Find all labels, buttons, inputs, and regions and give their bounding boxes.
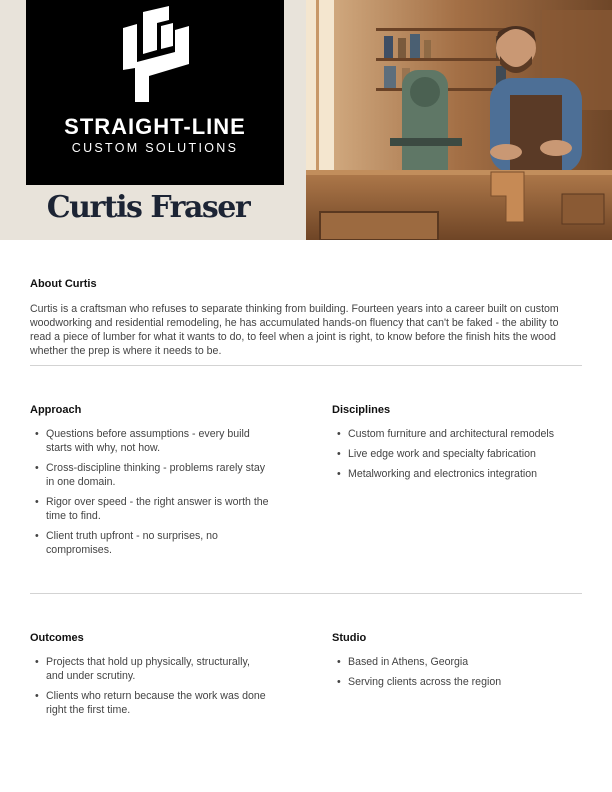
about-body: Curtis is a craftsman who refuses to separate thinking from building. Fourteen years into a career built on custom woodworking and residential remodeling, he has accumulated hands-on fluency that can't be faked - the ability to read a piece of lumber for what it wants to do, to feel when a joint is right, to know before the finish hits the wood whether the prep is where it needs to be. (30, 303, 559, 357)
list-item: • Based in Athens, Georgia (332, 655, 582, 669)
approach-title: Approach (30, 404, 82, 416)
outcomes-title: Outcomes (30, 632, 84, 644)
approach-list (30, 427, 270, 563)
divider (30, 593, 582, 594)
header-banner (0, 0, 612, 240)
logo-tagline-text: CUSTOM SOLUTIONS (71, 141, 239, 155)
list-item: • Cross-discipline thinking - problems rarely stay in one domain. (30, 461, 270, 489)
divider (30, 365, 582, 366)
list-item: • Metalworking and electronics integration (332, 467, 582, 481)
list-item: • Questions before assumptions - every build starts with why, not how. (30, 427, 270, 455)
person-name: Curtis Fraser (46, 190, 250, 225)
outcomes-list (30, 655, 270, 723)
disciplines-list (332, 427, 582, 487)
logo-brand-text: STRAIGHT-LINE (64, 114, 246, 139)
list-item: • Clients who return because the work was done right the first time. (30, 689, 270, 717)
list-item: • Custom furniture and architectural remodels (332, 427, 582, 441)
list-item: • Rigor over speed - the right answer is worth the time to find. (30, 495, 270, 523)
list-item: • Serving clients across the region (332, 675, 582, 689)
company-logo (26, 0, 284, 185)
list-item: • Client truth upfront - no surprises, no compromises. (30, 529, 270, 557)
disciplines-title: Disciplines (332, 404, 391, 416)
list-item: • Projects that hold up physically, structurally, and under scrutiny. (30, 655, 270, 683)
about-title: About Curtis (30, 278, 97, 290)
studio-title: Studio (332, 632, 367, 644)
list-item: • Live edge work and specialty fabrication (332, 447, 582, 461)
studio-list (332, 655, 582, 695)
logo-mark-icon (123, 6, 189, 102)
workshop-photo (306, 0, 612, 240)
